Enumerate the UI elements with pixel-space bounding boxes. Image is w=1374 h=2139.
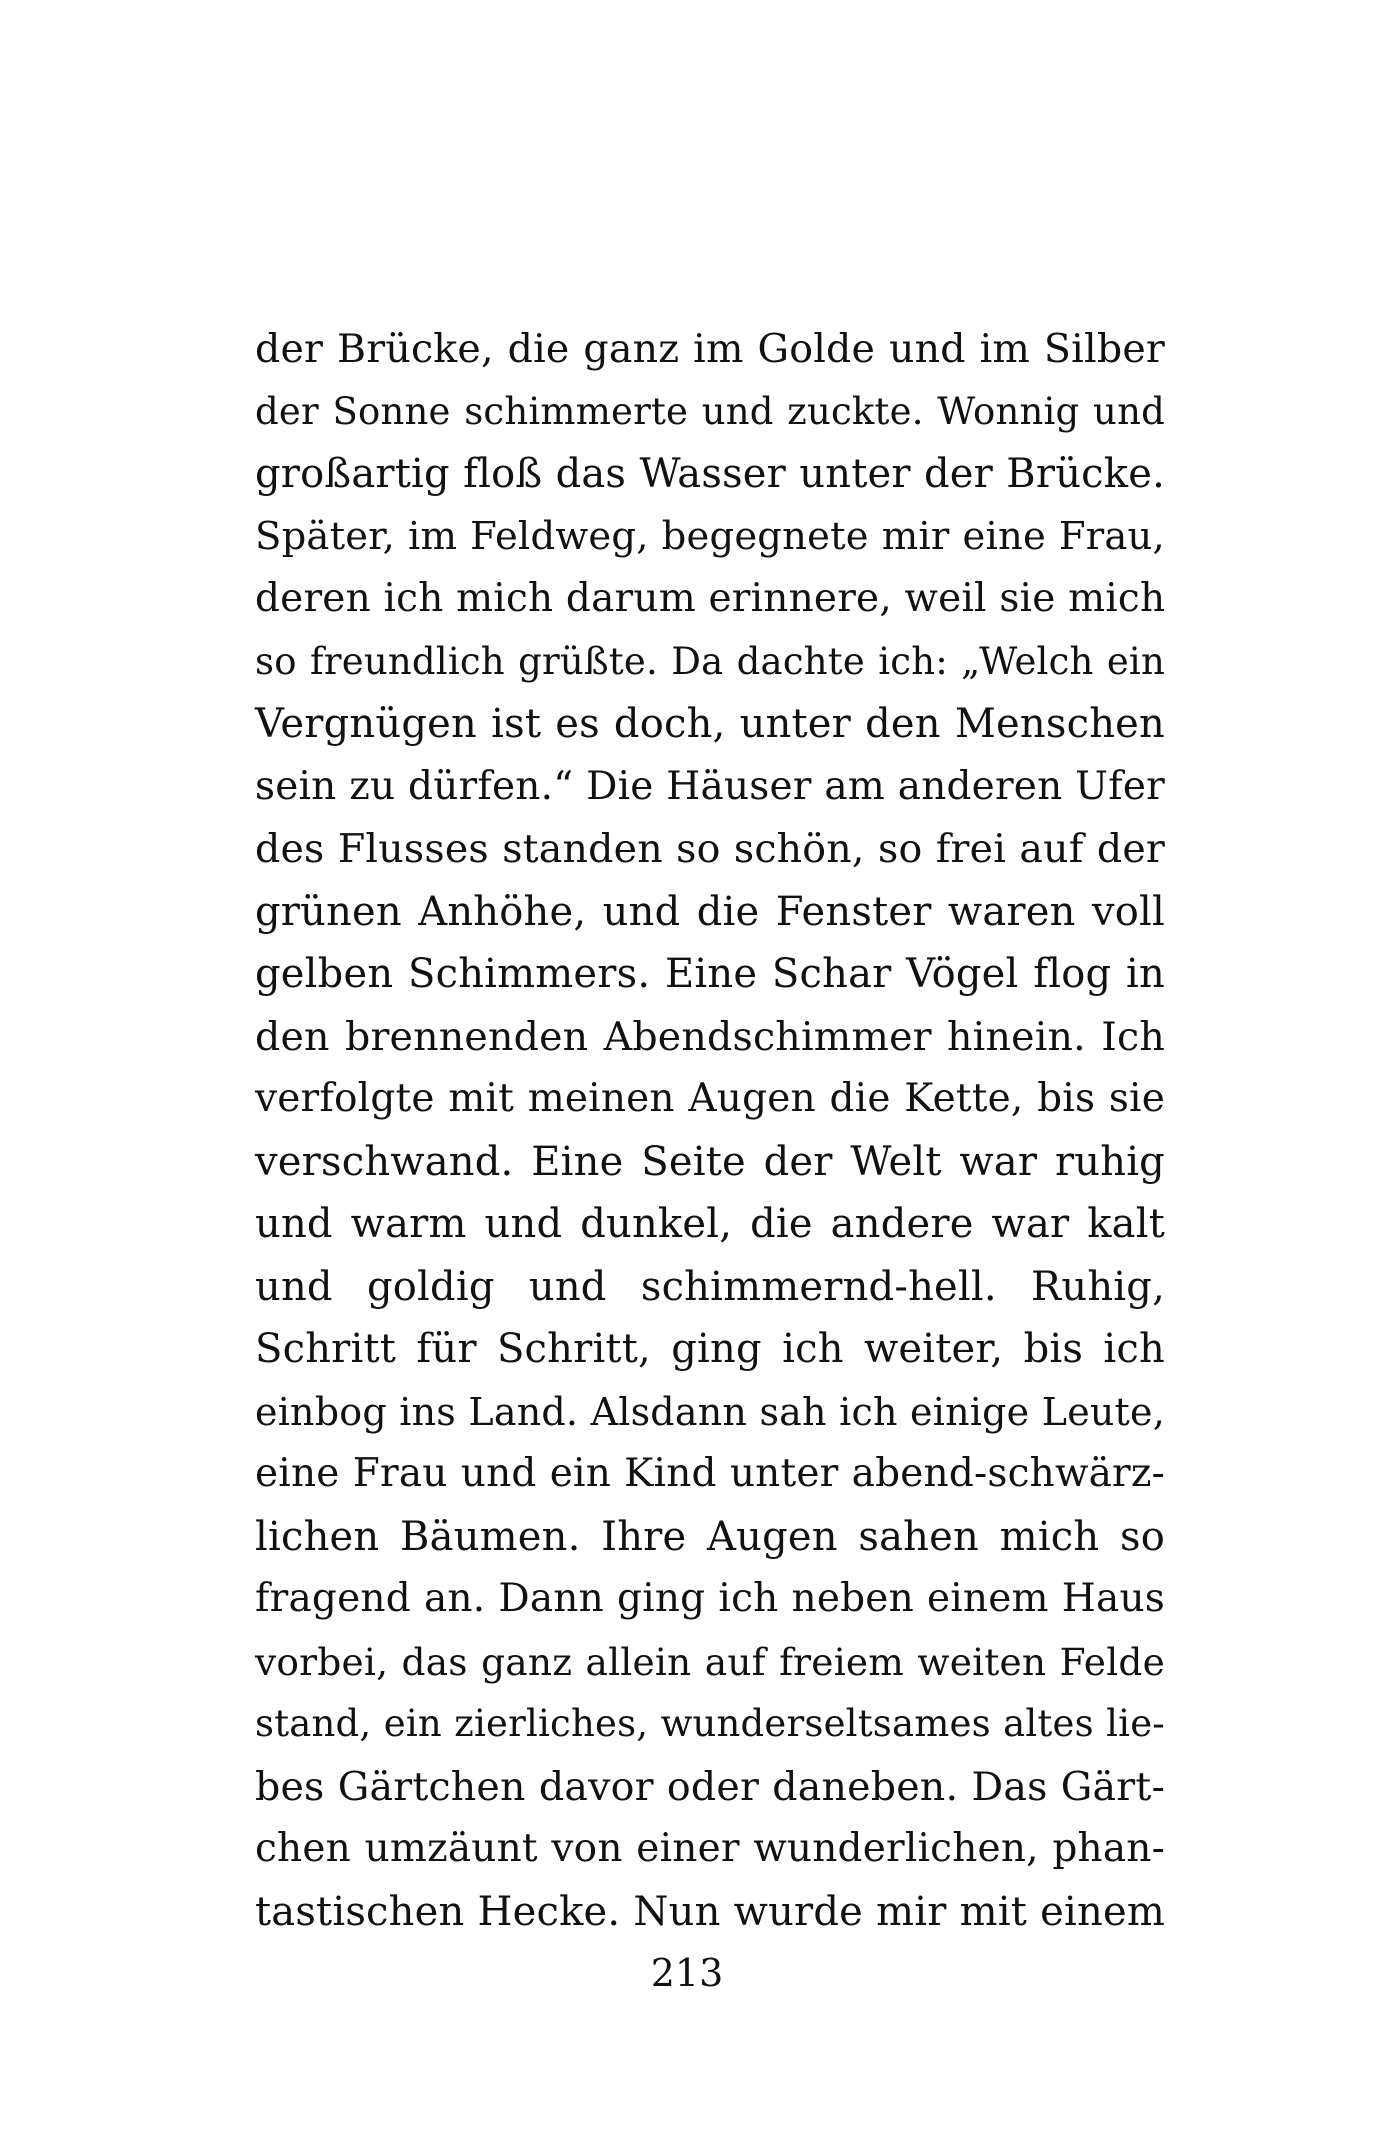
text-line: lichen Bäumen. Ihre Augen sahen mich so	[255, 1513, 1165, 1560]
text-line: fragend an. Dann ging ich neben einem Haus	[255, 1576, 1165, 1621]
text-line: gelben Schimmers. Eine Schar Vögel flog in	[255, 951, 1165, 997]
text-line: bes Gärtchen davor oder daneben. Das Gärt-	[255, 1763, 1165, 1810]
text-line: eine Frau und ein Kind unter abend-schwärz-	[255, 1451, 1165, 1496]
text-line: und warm und dunkel, die andere war kalt	[255, 1201, 1165, 1247]
text-line: grünen Anhöhe, und die Fenster waren voll	[255, 888, 1165, 935]
text-line: deren ich mich darum erinnere, weil sie mich	[255, 576, 1166, 621]
text-line: Vergnügen ist es doch, unter den Menschen	[255, 701, 1165, 747]
text-line: chen umzäunt von einer wunderlichen, phan-	[255, 1826, 1165, 1871]
text-line: sein zu dürfen.“ Die Häuser am anderen Ufer	[255, 763, 1165, 809]
text-line: stand, ein zierliches, wunderseltsames altes lie-	[255, 1702, 1165, 1745]
text-line: vorbei, das ganz allein auf freiem weiten Felde	[255, 1639, 1165, 1684]
text-line: großartig floß das Wasser unter der Brücke.	[255, 451, 1165, 497]
text-line: Später, im Feldweg, begegnete mir eine Frau,	[255, 513, 1165, 559]
text-line: Schritt für Schritt, ging ich weiter, bis ich	[255, 1326, 1165, 1372]
text-line: so freundlich grüßte. Da dachte ich: „Welch ein	[255, 639, 1165, 683]
text-line: verschwand. Eine Seite der Welt war ruhig	[255, 1138, 1165, 1185]
text-line: einbog ins Land. Alsdann sah ich einige Leute,	[255, 1389, 1165, 1434]
text-line: der Sonne schimmerte und zuckte. Wonnig und	[255, 389, 1165, 433]
page-number: 213	[650, 1951, 724, 1995]
text-line: verfolgte mit meinen Augen die Kette, bis sie	[255, 1076, 1165, 1121]
text-line: tastischen Hecke. Nun wurde mir mit einem	[255, 1888, 1165, 1935]
text-line: und goldig und schimmernd-hell. Ruhig,	[255, 1263, 1165, 1310]
text-line: den brennenden Abendschimmer hinein. Ich	[255, 1013, 1165, 1060]
text-line: der Brücke, die ganz im Golde und im Silber	[255, 326, 1165, 372]
body-text	[255, 318, 1165, 1943]
text-line: des Flusses standen so schön, so frei auf der	[255, 826, 1165, 872]
